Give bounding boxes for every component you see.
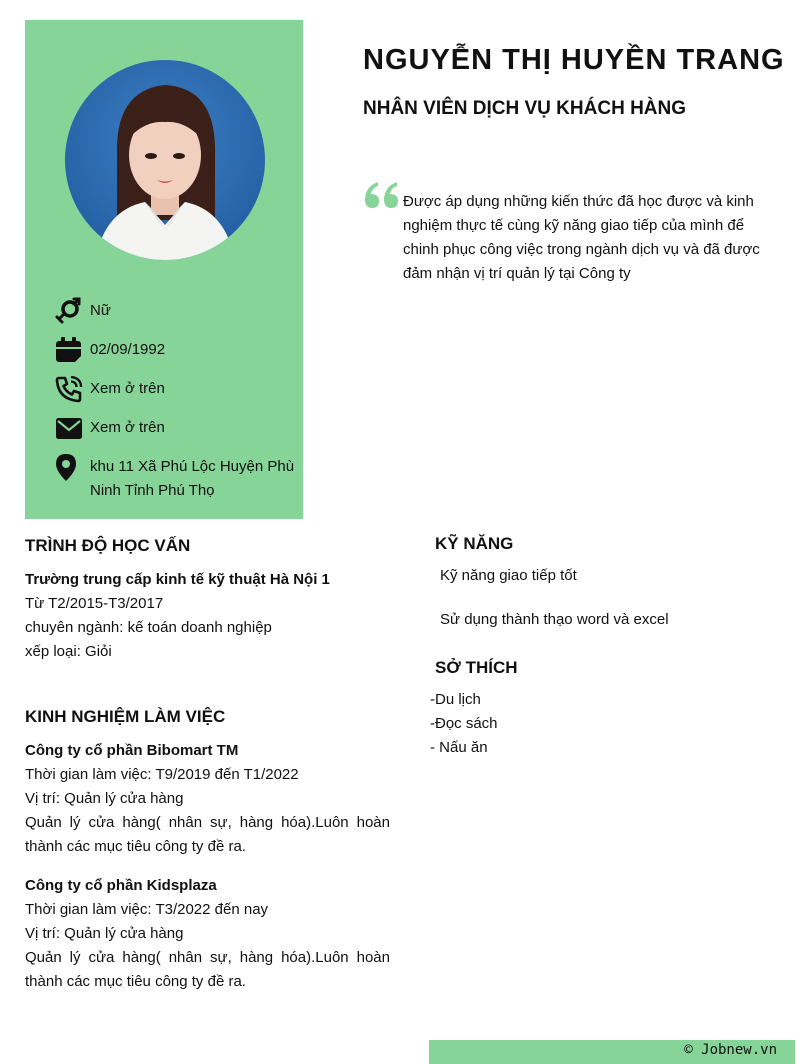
address-value: khu 11 Xã Phú Lộc Huyện Phù Ninh Tỉnh Phú Thọ [90, 458, 295, 499]
contact-phone [55, 377, 305, 403]
gender-value: Nữ [90, 302, 111, 319]
experience-description: Quản lý cửa hàng( nhân sự, hàng hóa).Luôn hoàn thành các mục tiêu công ty đề ra. [25, 814, 390, 855]
experience-company: Công ty cổ phần Bibomart TM [25, 742, 239, 759]
experience-description: Quản lý cửa hàng( nhân sự, hàng hóa).Luôn hoàn thành các mục tiêu công ty đề ra. [25, 949, 390, 990]
experience-time: Thời gian làm việc: T3/2022 đến nay [25, 901, 269, 918]
education-rank: xếp loại: Giỏi [25, 643, 112, 660]
hobbies-list [430, 688, 730, 760]
experience-heading: KINH NGHIỆM LÀM VIỆC [25, 707, 226, 726]
email-icon [55, 414, 83, 442]
location-pin-icon [55, 453, 83, 481]
experience-item [25, 739, 390, 859]
contact-address [55, 455, 305, 503]
hobbies-heading: SỞ THÍCH [435, 658, 518, 677]
education-section [25, 568, 395, 664]
phone-icon [55, 375, 83, 403]
skills-heading: KỸ NĂNG [435, 534, 514, 553]
skill-item: Kỹ năng giao tiếp tốt [440, 567, 577, 584]
phone-value: Xem ở trên [90, 380, 165, 397]
hobby-item: - Nấu ăn [430, 739, 488, 756]
contact-birthday [55, 338, 305, 364]
education-major: chuyên ngành: kế toán doanh nghiệp [25, 619, 272, 636]
education-period: Từ T2/2015-T3/2017 [25, 595, 164, 612]
avatar [65, 60, 265, 260]
experience-position: Vị trí: Quản lý cửa hàng [25, 925, 184, 942]
experience-position: Vị trí: Quản lý cửa hàng [25, 790, 184, 807]
contact-email [55, 416, 305, 442]
experience-item [25, 874, 390, 994]
contact-gender [55, 299, 305, 325]
education-school: Trường trung cấp kinh tế kỹ thuật Hà Nội 1 [25, 571, 330, 588]
career-objective: Được áp dụng những kiến thức đã học được và kinh nghiệm thực tế cùng kỹ năng giao tiếp của mình để chinh phục công việc trong ngành dịch vụ và đã được đảm nhận vị trí quản lý tại Công ty [403, 193, 760, 282]
hobby-item: -Đọc sách [430, 715, 498, 732]
skill-item: Sử dụng thành thạo word và excel [440, 611, 669, 628]
education-heading: TRÌNH ĐỘ HỌC VẤN [25, 536, 191, 555]
email-value: Xem ở trên [90, 419, 165, 436]
footer-credit: © Jobnew.vn [684, 1042, 777, 1058]
experience-time: Thời gian làm việc: T9/2019 đến T1/2022 [25, 766, 299, 783]
candidate-name: NGUYỄN THỊ HUYỀN TRANG [363, 44, 785, 76]
experience-company: Công ty cổ phần Kidsplaza [25, 877, 217, 894]
gender-icon [55, 297, 83, 325]
calendar-icon [55, 336, 83, 364]
footer-bar [429, 1040, 795, 1064]
hobby-item: -Du lịch [430, 691, 481, 708]
birthday-value: 02/09/1992 [90, 341, 166, 358]
portrait-image [65, 60, 265, 260]
quote-icon [363, 180, 399, 210]
job-title: NHÂN VIÊN DỊCH VỤ KHÁCH HÀNG [363, 98, 687, 119]
